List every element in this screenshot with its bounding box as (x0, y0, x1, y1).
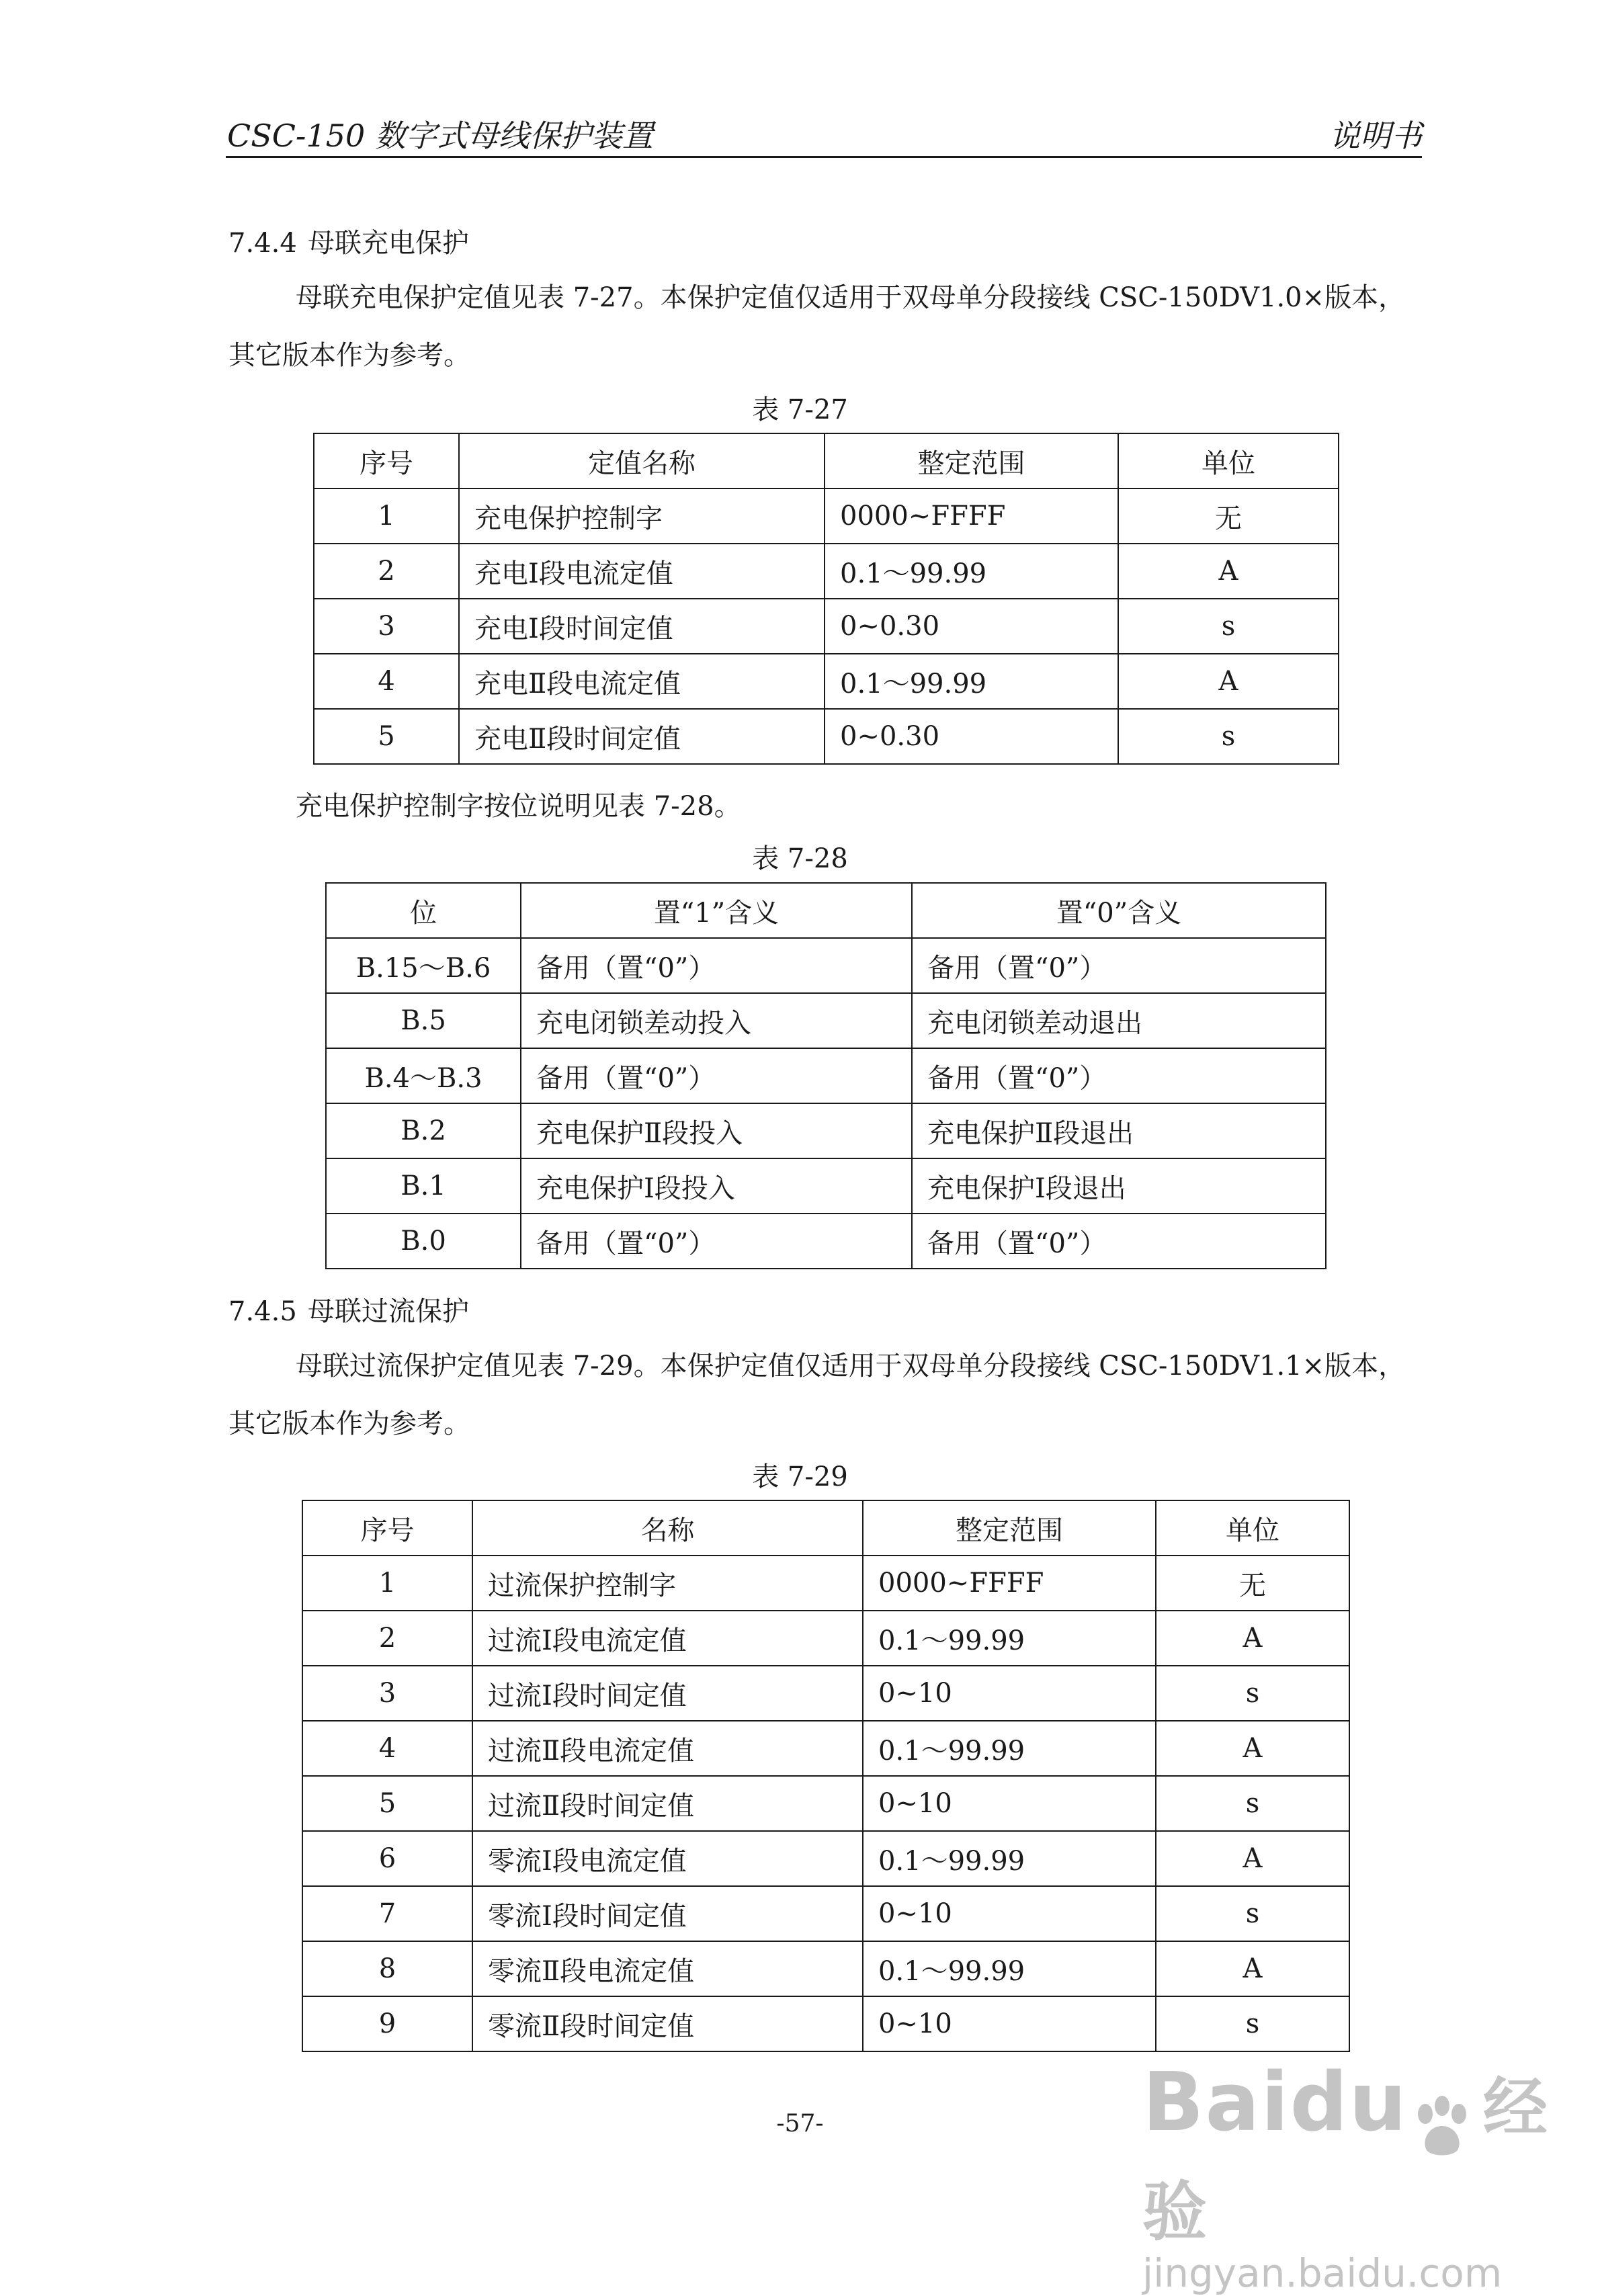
watermark-product: 经验 (1142, 2070, 1548, 2250)
cell-unit: s (1156, 1666, 1349, 1721)
doc-title: CSC-150 数字式母线保护装置 (227, 118, 653, 154)
section-paragraph-745: 母联过流保护定值见表 7-29。本保护定值仅适用于双母单分段接线 CSC-150DV1.1×版本，其它版本作为参考。 (228, 1351, 1406, 1439)
cell-index: 9 (302, 1996, 472, 2051)
cell-name: 过流Ⅱ段电流定值 (472, 1721, 863, 1776)
cell-range: 0~10 (863, 1886, 1156, 1941)
cell-name: 充电保护控制字 (459, 488, 825, 544)
cell-name: 零流Ⅱ段电流定值 (472, 1941, 863, 1996)
cell-range: 0000~FFFF (863, 1556, 1156, 1611)
cell-index: 1 (302, 1556, 472, 1611)
table-row (326, 993, 1326, 1048)
table-row (302, 1666, 1349, 1721)
cell-name: 零流Ⅰ段电流定值 (472, 1831, 863, 1886)
header-cell: 名称 (472, 1500, 863, 1556)
table-header-row (326, 883, 1326, 938)
cell-index: 2 (302, 1611, 472, 1666)
cell-set-1: 充电保护Ⅱ段投入 (521, 1103, 912, 1158)
table-caption-729: 表 7-29 (752, 1461, 848, 1492)
cell-index: 4 (314, 654, 459, 709)
table-row (302, 1831, 1349, 1886)
baidu-jingyan-watermark (1142, 2056, 1600, 2296)
cell-name: 充电Ⅰ段电流定值 (459, 544, 825, 599)
table-header-row (314, 433, 1339, 488)
table-row (302, 1611, 1349, 1666)
cell-set-0: 备用（置“0”） (912, 1048, 1326, 1103)
cell-range: 0000~FFFF (825, 488, 1118, 544)
cell-set-1: 备用（置“0”） (521, 1214, 912, 1269)
watermark-brand: Baidu (1142, 2056, 1408, 2150)
table-header-row (302, 1500, 1349, 1556)
table-row (314, 488, 1339, 544)
cell-name: 过流Ⅰ段电流定值 (472, 1611, 863, 1666)
cell-unit: A (1156, 1941, 1349, 1996)
table-727 (313, 433, 1339, 765)
table-row (302, 1776, 1349, 1831)
cell-unit: 无 (1118, 488, 1339, 544)
table-row (314, 709, 1339, 764)
header-cell: 置“0”含义 (912, 883, 1326, 938)
table-row (314, 599, 1339, 654)
cell-index: 3 (314, 599, 459, 654)
table-728 (325, 882, 1327, 1269)
cell-index: 2 (314, 544, 459, 599)
cell-set-1: 备用（置“0”） (521, 1048, 912, 1103)
cell-index: 1 (314, 488, 459, 544)
cell-unit: 无 (1156, 1556, 1349, 1611)
section-number: 7.4.5 (228, 1296, 297, 1327)
header-cell: 序号 (302, 1500, 472, 1556)
table-row (302, 1556, 1349, 1611)
cell-name: 过流Ⅰ段时间定值 (472, 1666, 863, 1721)
cell-unit: s (1118, 599, 1339, 654)
cell-index: 7 (302, 1886, 472, 1941)
table-caption-727: 表 7-27 (752, 394, 848, 425)
section-paragraph-744: 母联充电保护定值见表 7-27。本保护定值仅适用于双母单分段接线 CSC-150DV1.0×版本，其它版本作为参考。 (228, 282, 1406, 371)
cell-unit: A (1156, 1831, 1349, 1886)
cell-bit: B.0 (326, 1214, 521, 1269)
cell-name: 充电Ⅰ段时间定值 (459, 599, 825, 654)
table-row (302, 1886, 1349, 1941)
header-cell: 序号 (314, 433, 459, 488)
cell-name: 充电Ⅱ段时间定值 (459, 709, 825, 764)
cell-index: 3 (302, 1666, 472, 1721)
cell-range: 0.1～99.99 (825, 544, 1118, 599)
section-title: 母联过流保护 (308, 1296, 469, 1327)
note-728: 充电保护控制字按位说明见表 7-28。 (296, 791, 741, 822)
section-title: 母联充电保护 (308, 228, 469, 259)
cell-bit: B.2 (326, 1103, 521, 1158)
cell-unit: A (1156, 1611, 1349, 1666)
table-row (302, 1721, 1349, 1776)
cell-bit: B.1 (326, 1158, 521, 1214)
cell-set-1: 充电保护Ⅰ段投入 (521, 1158, 912, 1214)
table-row (326, 1048, 1326, 1103)
header-cell: 整定范围 (863, 1500, 1156, 1556)
cell-name: 过流Ⅱ段时间定值 (472, 1776, 863, 1831)
header-cell: 单位 (1118, 433, 1339, 488)
doc-type: 说明书 (1329, 118, 1422, 154)
cell-range: 0.1～99.99 (863, 1831, 1156, 1886)
header-cell: 单位 (1156, 1500, 1349, 1556)
watermark-url: jingyan.baidu.com (1142, 2250, 1503, 2296)
cell-index: 5 (314, 709, 459, 764)
cell-name: 充电Ⅱ段电流定值 (459, 654, 825, 709)
cell-set-1: 充电闭锁差动投入 (521, 993, 912, 1048)
cell-unit: s (1156, 1996, 1349, 2051)
cell-name: 零流Ⅰ段时间定值 (472, 1886, 863, 1941)
cell-set-0: 备用（置“0”） (912, 1214, 1326, 1269)
cell-index: 4 (302, 1721, 472, 1776)
cell-index: 8 (302, 1941, 472, 1996)
table-row (302, 1941, 1349, 1996)
cell-range: 0.1～99.99 (863, 1941, 1156, 1996)
section-number: 7.4.4 (228, 228, 297, 259)
table-caption-728: 表 7-28 (752, 843, 848, 874)
table-row (326, 1158, 1326, 1214)
cell-set-0: 备用（置“0”） (912, 938, 1326, 993)
cell-index: 5 (302, 1776, 472, 1831)
cell-unit: A (1118, 544, 1339, 599)
cell-bit: B.5 (326, 993, 521, 1048)
page-number: -57- (776, 2110, 824, 2137)
header-rule (226, 156, 1422, 158)
table-row (314, 654, 1339, 709)
cell-set-0: 充电保护Ⅰ段退出 (912, 1158, 1326, 1214)
cell-bit: B.15～B.6 (326, 938, 521, 993)
cell-range: 0~0.30 (825, 709, 1118, 764)
cell-name: 过流保护控制字 (472, 1556, 863, 1611)
header-cell: 置“1”含义 (521, 883, 912, 938)
cell-range: 0.1～99.99 (825, 654, 1118, 709)
table-row (302, 1996, 1349, 2051)
header-cell: 位 (326, 883, 521, 938)
cell-set-0: 充电闭锁差动退出 (912, 993, 1326, 1048)
cell-unit: A (1118, 654, 1339, 709)
cell-range: 0~10 (863, 1666, 1156, 1721)
table-row (326, 1103, 1326, 1158)
cell-unit: s (1156, 1776, 1349, 1831)
table-729 (302, 1500, 1350, 2052)
header-cell: 定值名称 (459, 433, 825, 488)
table-row (326, 1214, 1326, 1269)
cell-bit: B.4～B.3 (326, 1048, 521, 1103)
section-heading-745 (228, 1290, 469, 1328)
cell-range: 0~10 (863, 1776, 1156, 1831)
section-heading-744 (228, 222, 469, 260)
cell-range: 0.1～99.99 (863, 1721, 1156, 1776)
table-row (326, 938, 1326, 993)
cell-set-0: 充电保护Ⅱ段退出 (912, 1103, 1326, 1158)
cell-set-1: 备用（置“0”） (521, 938, 912, 993)
cell-range: 0.1～99.99 (863, 1611, 1156, 1666)
cell-range: 0~0.30 (825, 599, 1118, 654)
cell-name: 零流Ⅱ段时间定值 (472, 1996, 863, 2051)
cell-unit: A (1156, 1721, 1349, 1776)
cell-range: 0~10 (863, 1996, 1156, 2051)
header-cell: 整定范围 (825, 433, 1118, 488)
table-row (314, 544, 1339, 599)
cell-unit: s (1118, 709, 1339, 764)
cell-index: 6 (302, 1831, 472, 1886)
paw-icon (1412, 2094, 1472, 2161)
cell-unit: s (1156, 1886, 1349, 1941)
